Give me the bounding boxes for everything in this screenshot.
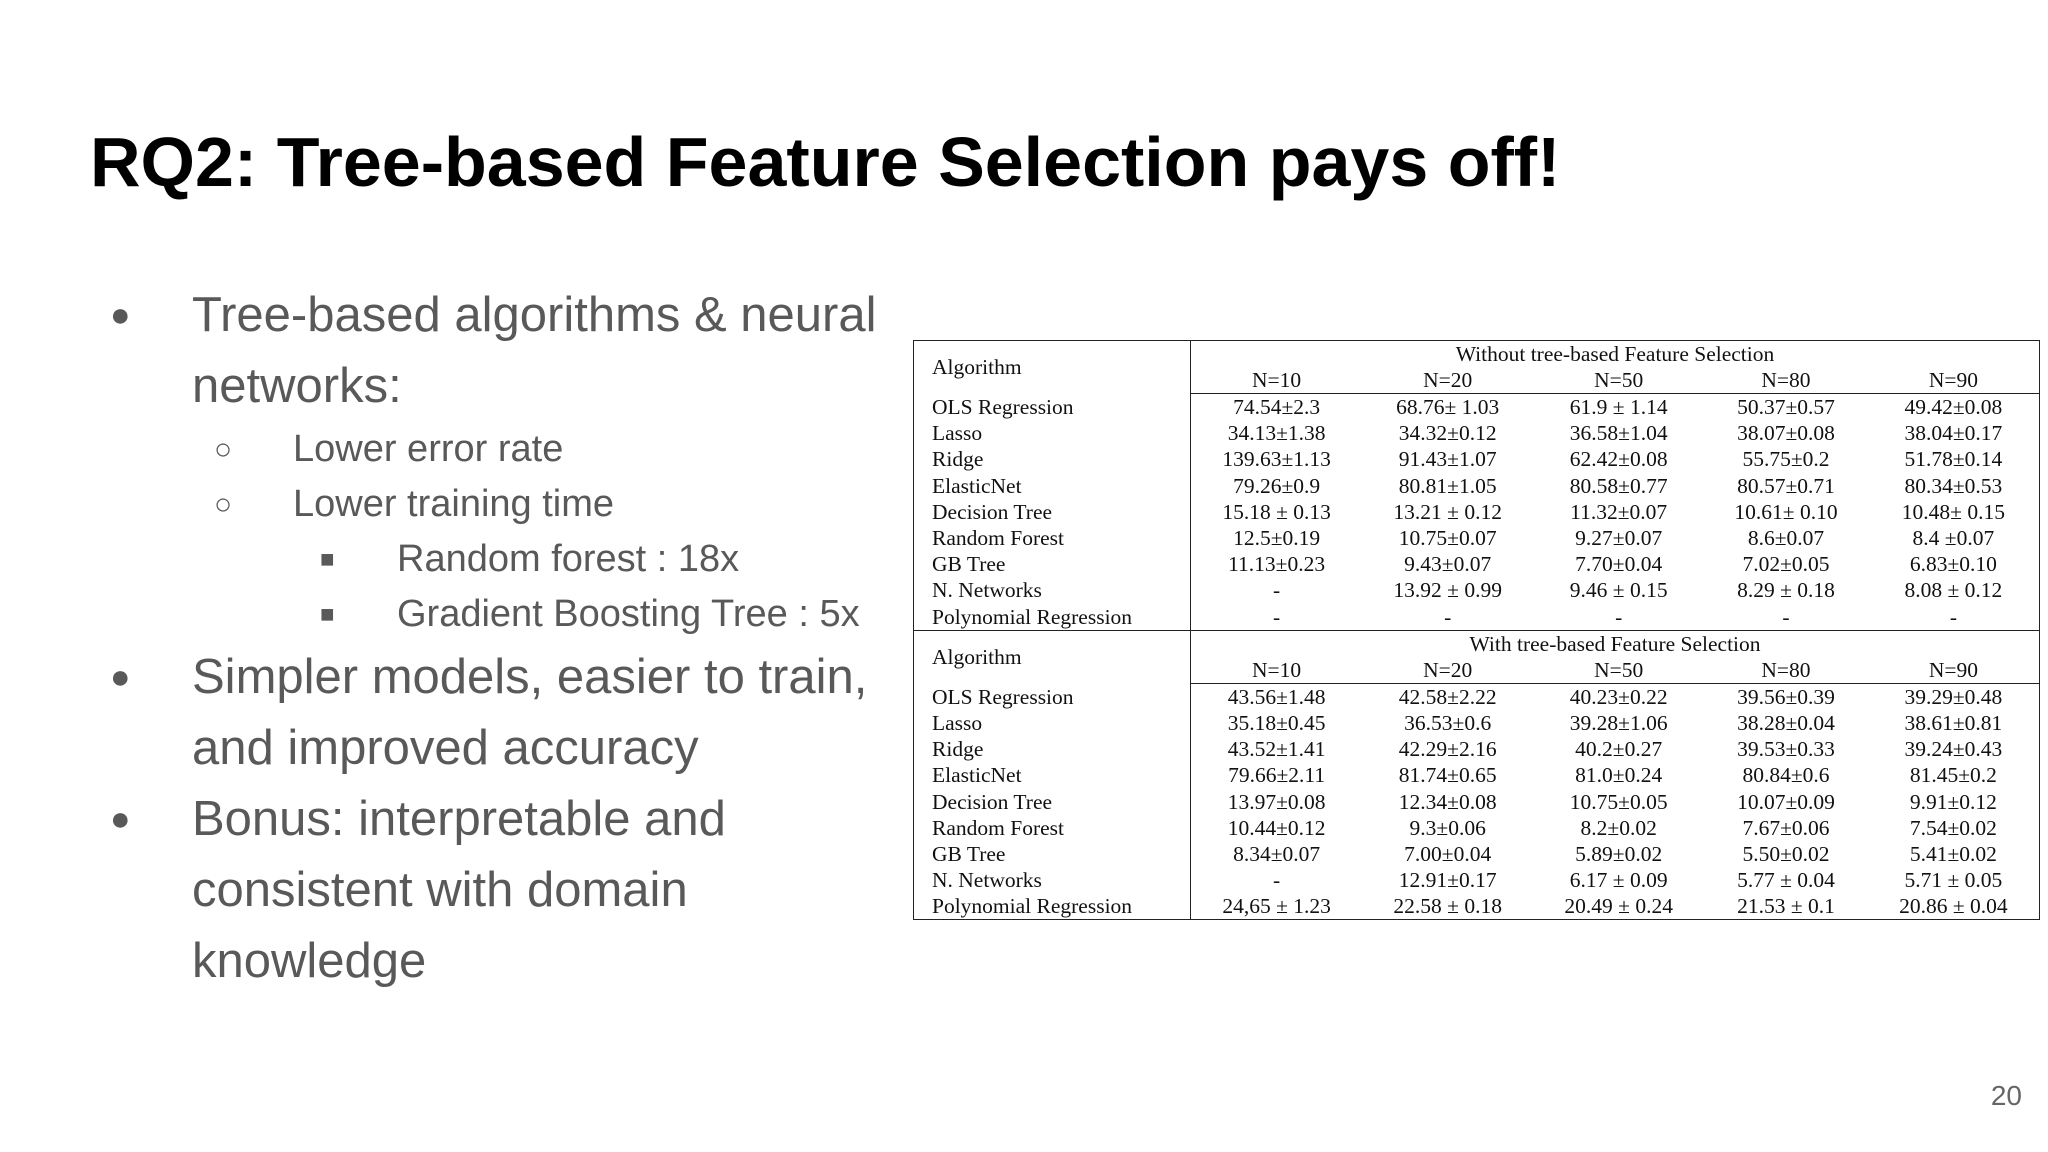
table-row — [914, 867, 2040, 893]
table-cell: 8.2±0.02 — [1580, 815, 1657, 840]
bullet-text: Simpler models, easier to train, — [192, 650, 868, 704]
table-cell: 40.2±0.27 — [1575, 737, 1663, 762]
sub-bullet-marker: ○ — [214, 433, 233, 466]
algorithm-name: OLS Regression — [914, 394, 1191, 421]
algorithm-name: ElasticNet — [914, 473, 1191, 499]
table-cell: 8.6±0.07 — [1747, 526, 1825, 551]
table-cell: 40.23±0.22 — [1569, 684, 1668, 709]
table-cell: 22.58 ± 0.18 — [1393, 894, 1502, 919]
bullet-text: and improved accuracy — [192, 721, 699, 775]
table-row — [914, 446, 2040, 472]
bullet-list — [110, 280, 930, 997]
table-cell: 9.27±0.07 — [1575, 526, 1663, 551]
algorithm-column-header: Algorithm — [914, 341, 1191, 394]
table-row — [914, 893, 2040, 920]
results-table-container — [913, 340, 2040, 920]
table-cell: 79.26±0.9 — [1233, 473, 1321, 498]
table-cell: 8.29 ± 0.18 — [1737, 578, 1835, 603]
slide-title: RQ2: Tree-based Feature Selection pays off! — [90, 123, 1561, 201]
table-cell: - — [1273, 868, 1281, 893]
table-cell: 79.66±2.11 — [1228, 763, 1326, 788]
table-cell: 7.00±0.04 — [1404, 841, 1492, 866]
table-cell: 42.58±2.22 — [1398, 684, 1497, 709]
table-cell: 8.08 ± 0.12 — [1904, 578, 2003, 603]
table-row — [914, 815, 2040, 841]
sub-bullet-text: Lower error rate — [293, 428, 564, 470]
sub-bullet-marker: ○ — [214, 488, 233, 521]
bullet-text: knowledge — [192, 934, 427, 988]
table-row — [914, 525, 2040, 551]
table-cell: 55.75±0.2 — [1742, 447, 1830, 472]
table-cell: 5.71 ± 0.05 — [1904, 868, 2003, 893]
table-cell: 38.61±0.81 — [1904, 710, 2003, 735]
subsub-bullet-marker: ■ — [320, 546, 335, 573]
table-cell: 5.77 ± 0.04 — [1737, 868, 1835, 893]
table-cell: 68.76± 1.03 — [1396, 395, 1500, 420]
algorithm-name: Polynomial Regression — [914, 604, 1191, 631]
table-cell: 9.46 ± 0.15 — [1569, 578, 1668, 603]
table-cell: 34.13±1.38 — [1227, 421, 1326, 446]
table-row — [914, 604, 2040, 631]
table-cell: 42.29±2.16 — [1398, 737, 1497, 762]
section-title: With tree-based Feature Selection — [1191, 630, 2040, 657]
results-table — [913, 340, 2040, 920]
column-header: N=10 — [1191, 657, 1363, 684]
table-row — [914, 841, 2040, 867]
table-cell: 80.84±0.6 — [1742, 763, 1830, 788]
table-cell: 7.70±0.04 — [1575, 552, 1663, 577]
algorithm-name: Ridge — [914, 736, 1191, 762]
table-cell: 39.53±0.33 — [1737, 737, 1835, 762]
table-cell: 49.42±0.08 — [1904, 395, 2003, 420]
table-cell: 8.4 ±0.07 — [1912, 526, 1995, 551]
subsub-bullet-text: Gradient Boosting Tree : 5x — [397, 593, 860, 635]
table-row — [914, 473, 2040, 499]
algorithm-name: GB Tree — [914, 841, 1191, 867]
table-cell: - — [1949, 604, 1957, 629]
table-cell: 9.3±0.06 — [1409, 815, 1486, 840]
table-cell: 7.67±0.06 — [1742, 815, 1830, 840]
table-cell: - — [1273, 578, 1281, 603]
table-cell: 80.34±0.53 — [1904, 473, 2003, 498]
table-cell: - — [1615, 604, 1623, 629]
table-cell: - — [1444, 604, 1452, 629]
table-cell: 12.91±0.17 — [1398, 868, 1497, 893]
table-section-header-row — [914, 630, 2040, 657]
table-cell: 12.5±0.19 — [1233, 526, 1321, 551]
table-cell: - — [1782, 604, 1790, 629]
table-row — [914, 683, 2040, 710]
column-header: N=20 — [1362, 657, 1533, 684]
column-header: N=90 — [1868, 367, 2040, 394]
algorithm-name: Polynomial Regression — [914, 893, 1191, 920]
table-cell: 80.58±0.77 — [1569, 473, 1668, 498]
table-cell: 20.86 ± 0.04 — [1899, 894, 2008, 919]
table-cell: 10.75±0.05 — [1569, 789, 1668, 814]
table-cell: 6.83±0.10 — [1909, 552, 1997, 577]
column-header: N=80 — [1704, 657, 1868, 684]
table-cell: 7.54±0.02 — [1909, 815, 1997, 840]
table-cell: 81.74±0.65 — [1398, 763, 1497, 788]
table-cell: 61.9 ± 1.14 — [1569, 395, 1668, 420]
bullet-text: consistent with domain — [192, 863, 688, 917]
bullet-item — [110, 784, 930, 997]
subsub-bullet-item — [320, 532, 930, 587]
bullet-marker: ● — [110, 658, 131, 696]
table-cell: 10.44±0.12 — [1227, 815, 1326, 840]
table-cell: 34.32±0.12 — [1398, 421, 1497, 446]
table-cell: 36.53±0.6 — [1404, 710, 1492, 735]
table-cell: 43.56±1.48 — [1227, 684, 1326, 709]
table-cell: 10.61± 0.10 — [1734, 499, 1838, 524]
table-row — [914, 710, 2040, 736]
table-cell: 9.91±0.12 — [1909, 789, 1997, 814]
bullet-item — [110, 280, 930, 422]
table-cell: 39.28±1.06 — [1569, 710, 1668, 735]
table-cell: 24,65 ± 1.23 — [1222, 894, 1331, 919]
table-cell: 10.75±0.07 — [1398, 526, 1497, 551]
sub-bullet-item — [214, 422, 930, 477]
column-header: N=80 — [1704, 367, 1868, 394]
table-cell: 74.54±2.3 — [1233, 395, 1321, 420]
table-cell: 10.48± 0.15 — [1901, 499, 2005, 524]
column-header: N=20 — [1362, 367, 1533, 394]
column-header: N=90 — [1868, 657, 2040, 684]
table-section-header-row — [914, 341, 2040, 368]
table-cell: - — [1273, 604, 1281, 629]
algorithm-name: OLS Regression — [914, 683, 1191, 710]
table-cell: 35.18±0.45 — [1227, 710, 1326, 735]
table-cell: 39.29±0.48 — [1904, 684, 2003, 709]
algorithm-name: GB Tree — [914, 551, 1191, 577]
table-cell: 13.97±0.08 — [1227, 789, 1326, 814]
table-row — [914, 551, 2040, 577]
table-cell: 15.18 ± 0.13 — [1222, 499, 1331, 524]
table-cell: 8.34±0.07 — [1233, 841, 1321, 866]
bullet-marker: ● — [110, 296, 131, 334]
table-row — [914, 499, 2040, 525]
column-header: N=10 — [1191, 367, 1363, 394]
subsub-bullet-text: Random forest : 18x — [397, 538, 740, 580]
table-cell: 81.0±0.24 — [1575, 763, 1663, 788]
table-cell: 10.07±0.09 — [1737, 789, 1835, 814]
table-cell: 5.89±0.02 — [1575, 841, 1663, 866]
subsub-bullet-marker: ■ — [320, 601, 335, 628]
algorithm-name: N. Networks — [914, 867, 1191, 893]
bullet-text: networks: — [192, 359, 402, 413]
table-cell: 36.58±1.04 — [1569, 421, 1668, 446]
table-cell: 139.63±1.13 — [1222, 447, 1331, 472]
table-cell: 11.32±0.07 — [1570, 499, 1668, 524]
table-cell: 11.13±0.23 — [1228, 552, 1326, 577]
table-row — [914, 788, 2040, 814]
sub-bullet-item — [214, 477, 930, 532]
algorithm-name: ElasticNet — [914, 762, 1191, 788]
table-cell: 91.43±1.07 — [1398, 447, 1497, 472]
algorithm-name: Random Forest — [914, 525, 1191, 551]
table-cell: 13.21 ± 0.12 — [1393, 499, 1502, 524]
sub-bullet-text: Lower training time — [293, 483, 615, 525]
table-cell: 43.52±1.41 — [1227, 737, 1326, 762]
table-cell: 38.04±0.17 — [1904, 421, 2003, 446]
section-title: Without tree-based Feature Selection — [1455, 342, 1775, 366]
table-cell: 62.42±0.08 — [1569, 447, 1668, 472]
column-header: N=50 — [1533, 367, 1704, 394]
table-cell: 80.81±1.05 — [1398, 473, 1497, 498]
table-cell: 80.57±0.71 — [1737, 473, 1835, 498]
table-cell: 39.56±0.39 — [1737, 684, 1835, 709]
table-cell: 12.34±0.08 — [1398, 789, 1497, 814]
table-cell: 5.41±0.02 — [1909, 841, 1997, 866]
algorithm-name: Lasso — [914, 710, 1191, 736]
table-cell: 39.24±0.43 — [1904, 737, 2003, 762]
table-row — [914, 394, 2040, 421]
algorithm-name: Decision Tree — [914, 499, 1191, 525]
table-row — [914, 420, 2040, 446]
algorithm-name: Lasso — [914, 420, 1191, 446]
algorithm-name: Ridge — [914, 446, 1191, 472]
table-cell: 5.50±0.02 — [1742, 841, 1830, 866]
table-cell: 38.28±0.04 — [1737, 710, 1835, 735]
table-cell: 6.17 ± 0.09 — [1569, 868, 1668, 893]
page-number: 20 — [1990, 1080, 2022, 1111]
table-cell: 81.45±0.2 — [1909, 763, 1997, 788]
table-cell: 38.07±0.08 — [1737, 421, 1835, 446]
table-row — [914, 762, 2040, 788]
table-cell: 50.37±0.57 — [1737, 395, 1835, 420]
algorithm-column-header: Algorithm — [914, 630, 1191, 683]
table-cell: 7.02±0.05 — [1742, 552, 1830, 577]
bullet-item — [110, 642, 930, 784]
table-cell: 20.49 ± 0.24 — [1564, 894, 1673, 919]
bullet-marker: ● — [110, 800, 131, 838]
table-cell: 51.78±0.14 — [1904, 447, 2003, 472]
table-cell: 13.92 ± 0.99 — [1393, 578, 1502, 603]
algorithm-name: Random Forest — [914, 815, 1191, 841]
table-row — [914, 577, 2040, 603]
algorithm-name: Decision Tree — [914, 788, 1191, 814]
subsub-bullet-item — [320, 587, 930, 642]
column-header: N=50 — [1533, 657, 1704, 684]
table-cell: 9.43±0.07 — [1404, 552, 1492, 577]
table-cell: 21.53 ± 0.1 — [1737, 894, 1835, 919]
bullet-text: Bonus: interpretable and — [192, 792, 726, 846]
bullet-text: Tree-based algorithms & neural — [192, 288, 877, 342]
algorithm-name: N. Networks — [914, 577, 1191, 603]
table-row — [914, 736, 2040, 762]
